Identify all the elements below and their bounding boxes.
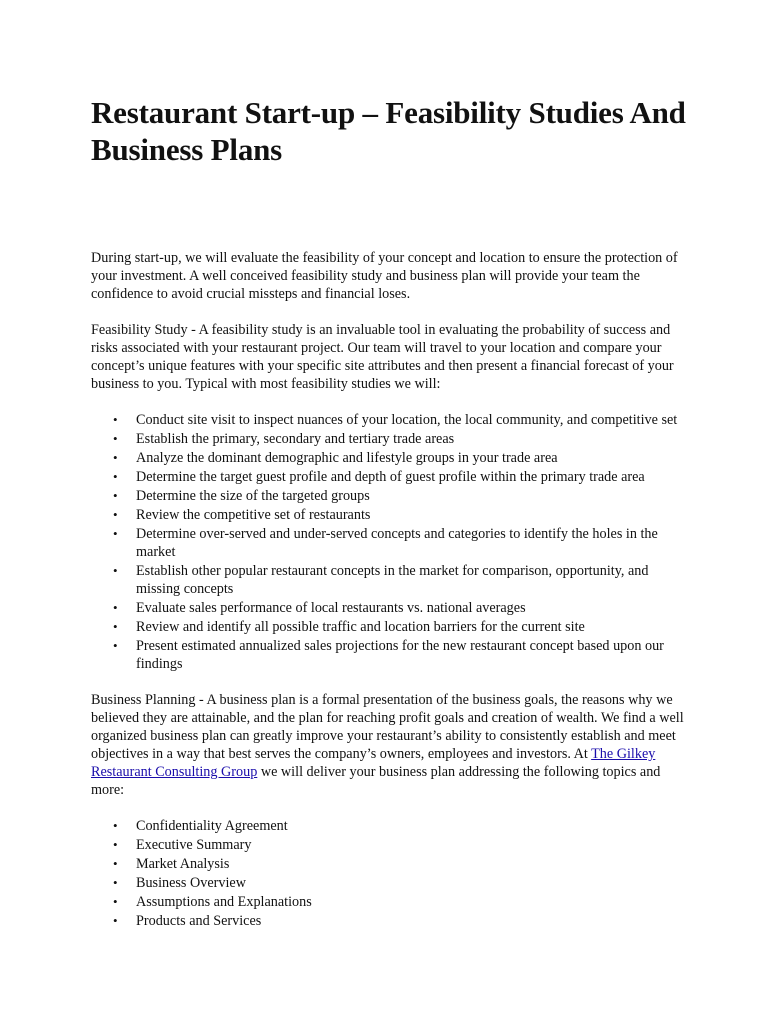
gilkey-consulting-link[interactable]: The Gilkey Restaurant Consulting Group [91, 746, 656, 780]
list-item: • Assumptions and Explanations [113, 894, 312, 910]
bullet-icon: • [113, 563, 118, 578]
list-item: • Conduct site visit to inspect nuances of your location, the local community, and competitive set [113, 412, 678, 428]
feasibility-paragraph: Feasibility Study - A feasibility study is an invaluable tool in evaluating the probability of success and risks associated with your restaurant project. Our team will travel to your location and compare your concept’s unique features with your specific site attributes and then present a financial forecast of your business to you. Typical with most feasibility studies we will: [91, 322, 674, 392]
bullet-icon: • [113, 818, 118, 833]
bullet-icon: • [113, 875, 118, 890]
list-item: • Review and identify all possible traffic and location barriers for the current site [113, 619, 585, 635]
list-item: • Determine over-served and under-served concepts and categories to identify the holes in the market [113, 526, 658, 560]
list-item: • Products and Services [113, 913, 262, 929]
list-item: • Determine the target guest profile and depth of guest profile within the primary trade area [113, 469, 645, 485]
list-item: • Evaluate sales performance of local restaurants vs. national averages [113, 600, 526, 616]
bullet-icon: • [113, 507, 118, 522]
list-item: • Executive Summary [113, 837, 252, 853]
business-planning-paragraph: Business Planning - A business plan is a formal presentation of the business goals, the reasons why we believed they are attainable, and the plan for reaching profit goals and creation of wealth. We find a well organized business plan can greatly improve your restaurant’s ability to consistently establish and meet objectives in a way that best serves the company’s owners, employees and investors. At The Gilkey Restaurant Consulting Group we will deliver your business plan addressing the following topics and more: [91, 692, 684, 798]
list-item: • Review the competitive set of restaurants [113, 507, 371, 523]
list-item: • Analyze the dominant demographic and lifestyle groups in your trade area [113, 450, 558, 466]
bullet-icon: • [113, 431, 118, 446]
intro-paragraph: During start-up, we will evaluate the feasibility of your concept and location to ensure the protection of your investment. A well conceived feasibility study and business plan will provide your team the confidence to avoid crucial missteps and financial loses. [91, 250, 678, 302]
list-item: • Market Analysis [113, 856, 230, 872]
bullet-icon: • [113, 638, 118, 653]
bullet-icon: • [113, 488, 118, 503]
bullet-icon: • [113, 894, 118, 909]
feasibility-list [91, 411, 691, 673]
business-plan-topics-list [91, 817, 691, 930]
list-item: • Establish other popular restaurant concepts in the market for comparison, opportunity, and missing concepts [113, 563, 649, 597]
list-item: • Confidentiality Agreement [113, 818, 288, 834]
bullet-icon: • [113, 600, 118, 615]
bullet-icon: • [113, 412, 118, 427]
bullet-icon: • [113, 856, 118, 871]
bullet-icon: • [113, 913, 118, 928]
list-item: • Determine the size of the targeted groups [113, 488, 370, 504]
bullet-icon: • [113, 837, 118, 852]
bullet-icon: • [113, 469, 118, 484]
list-item: • Establish the primary, secondary and tertiary trade areas [113, 431, 455, 447]
bullet-icon: • [113, 526, 118, 541]
list-item: • Present estimated annualized sales projections for the new restaurant concept based upon our findings [113, 638, 664, 672]
list-item: • Business Overview [113, 875, 246, 891]
bullet-icon: • [113, 450, 118, 465]
bullet-icon: • [113, 619, 118, 634]
page-title: Restaurant Start-up – Feasibility Studies And Business Plans [91, 95, 686, 167]
document-page [91, 94, 691, 931]
